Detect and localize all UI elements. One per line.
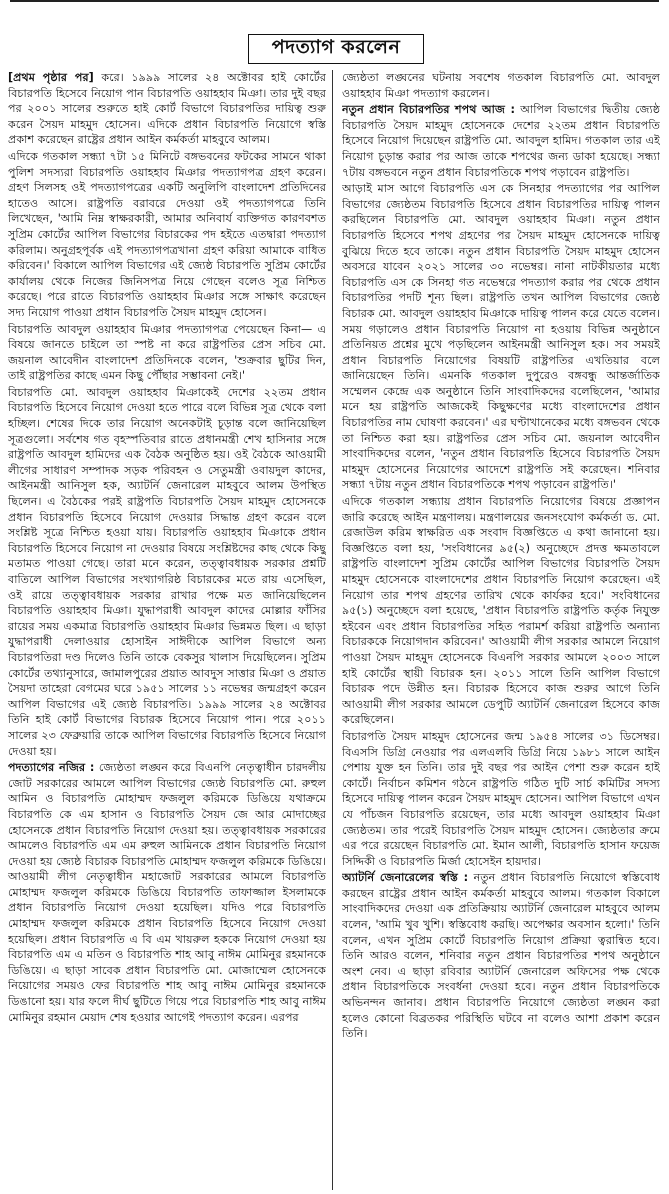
paragraph-text: নতুন প্রধান বিচারপতি নিয়োগে স্বস্তিবোধ করছেন রাষ্ট্রের প্রধান আইন কর্মকর্তা মাহবুবে আলম। গতকাল বিকালে সাংবাদিকদের দেওয়া এক প্রতিক্রিয়ায় অ্যাটর্নি জেনারেল মাহবুবে আলম বলেন, 'আমি খুব খুশি। স্বস্তিবোধ করছি। অপেক্ষার অবসান হলো।' তিনি বলেন, এখন সুপ্রিম কোর্টে বিচারপতি নিয়োগ প্রক্রিয়া ত্বরান্বিত হবে। তিনি আরও বলেন, শনিবার নতুন প্রধান বিচারপতির শপথ অনুষ্ঠানে অংশ নেব। এ ছাড়া রবিবার অ্যাটর্নি জেনারেল অফিসের পক্ষ থেকে প্রধান বিচারপতিকে সংবর্ধনা দেওয়া হবে। নতুন প্রধান বিচারপতিকে অভিনন্দন জানাব। প্রধান বিচারপতি নিয়োগে জ্যেষ্ঠতা লঙ্ঘন করা হলেও কোনো বিব্রতকর পরিস্থিতি ঘটবে না বলেও আশা প্রকাশ করেন তিনি। (342, 871, 660, 1041)
paragraph: বিচারপতি আবদুল ওয়াহহাব মিঞার পদত্যাগপত্র পেয়েছেন কিনা— এ বিষয়ে জানতে চাইলে তা স্পষ্ট না করে রাষ্ট্রপতির প্রেস সচিব মো. জয়নাল আবেদীন বাংলাদেশ প্রতিদিনকে বলেন, 'শুক্রবার ছুটির দিন, তাই রাষ্ট্রপতির কাছে এমন কিছু পৌঁছার সম্ভাবনা নেই।' (8, 322, 326, 383)
top-rule (10, 0, 659, 2)
subheading: পদত্যাগের নজির : (8, 761, 95, 775)
subheading: অ্যাটর্নি জেনারেলের স্বস্তি : (342, 871, 469, 885)
paragraph: আড়াই মাস আগে বিচারপতি এস কে সিনহার পদত্যাগের পর আপিল বিভাগের জ্যেষ্ঠতম বিচারপতি হিসেবে প্রধান বিচারপতির দায়িত্ব পালন করছিলেন বিচারপতি মো. আবদুল ওয়াহহাব মিঞা। নতুন প্রধান বিচারপতি হিসেবে শপথ গ্রহণের পর সৈয়দ মাহমুদ হোসেনকে দায়িত্ব বুঝিয়ে দিতে হবে তাকে। নতুন প্রধান বিচারপতি সৈয়দ মাহমুদ হোসেন অবসরে যাবেন ২০২১ সালের ৩০ নভেম্বর। নানা নাটকীয়তার মধ্যে বিচারপতি এস কে সিনহা গত নভেম্বরে পদত্যাগ করার পর থেকে প্রধান বিচারপতির পদটি শূন্য ছিল। রাষ্ট্রপতি তখন আপিল বিভাগের জ্যেষ্ঠ বিচারক মো. আবদুল ওয়াহহাব মিঞাকে দায়িত্ব পালন করে যেতে বলেন। সময় গড়ালেও প্রধান বিচারপতি নিয়োগ না হওয়ায় বিভিন্ন অনুষ্ঠানে প্রতিনিয়ত প্রশ্নের মুখে পড়ছিলেন আইনমন্ত্রী আনিসুল হক। সব সময়ই প্রধান বিচারপতি নিয়োগের বিষয়টি রাষ্ট্রপতির এখতিয়ার বলে জানিয়েছেন তিনি। এমনকি গতকাল দুপুরেও বঙ্গবন্ধু আন্তর্জাতিক সম্মেলন কেন্দ্রে এক অনুষ্ঠানে তিনি সাংবাদিকদের বলেছিলেন, 'আমার মনে হয় রাষ্ট্রপতি আজকেই কিছুক্ষণের মধ্যে বাংলাদেশের প্রধান বিচারপতির নাম ঘোষণা করবেন।' এর ঘণ্টাখানেকের মধ্যে বঙ্গভবন থেকে তা নিশ্চিত করা হয়। রাষ্ট্রপতির প্রেস সচিব মো. জয়নাল আবেদীন সাংবাদিকদের বলেন, 'নতুন প্রধান বিচারপতি হিসেবে বিচারপতি সৈয়দ মাহমুদ হোসেনের নিয়োগের আদেশে রাষ্ট্রপতি সই করেছেন। শনিবার সন্ধ্যা ৭টায় নতুন প্রধান বিচারপতিকে শপথ পড়াবেন রাষ্ট্রপতি।' (342, 182, 660, 492)
subheading: নতুন প্রধান বিচারপতির শপথ আজ : (342, 103, 516, 117)
paragraph: বিচারপতি সৈয়দ মাহমুদ হোসেনের জন্ম ১৯৫৪ সালের ৩১ ডিসেম্বর। বিএসসি ডিগ্রি নেওয়ার পর এলএলবি ডিগ্রি নিয়ে ১৯৮১ সালে আইন পেশায় যুক্ত হন তিনি। তার দুই বছর পর আইন পেশা শুরু করেন হাই কোর্টে। নির্বাচন কমিশন গঠনে রাষ্ট্রপতি গঠিত দুটি সার্চ কমিটির সদস্য হিসেবে দায়িত্ব পালন করেন সৈয়দ মাহমুদ হোসেন। আপিল বিভাগে এখন যে পাঁচজন বিচারপতি রয়েছেন, তার মধ্যে আবদুল ওয়াহহাব মিঞা জ্যেষ্ঠতম। তার পরেই বিচারপতি সৈয়দ মাহমুদ হোসেন। জ্যেষ্ঠতার ক্রমে এর পরে রয়েছেন বিচারপতি মো. ইমান আলী, বিচারপতি হাসান ফয়েজ সিদ্দিকী ও বিচারপতি মির্জা হোসেইন হায়দার। (342, 729, 660, 868)
continuation-marker: [প্রথম পৃষ্ঠার পর] (8, 71, 94, 84)
left-column (8, 70, 326, 1190)
paragraph-text: আপিল বিভাগের দ্বিতীয় জ্যেষ্ঠ বিচারপতি সৈয়দ মাহমুদ হোসেনকে দেশের ২২তম প্রধান বিচারপতি হিসেবে নিয়োগ দিয়েছেন রাষ্ট্রপতি মো. আবদুল হামিদ। গতকাল তার এই নিয়োগ চূড়ান্ত করার পর আজ তাকে শপথের জন্য ডাকা হয়েছে। সন্ধ্যা ৭টায় বঙ্গভবনে নতুন প্রধান বিচারপতিকে শপথ পড়াবেন রাষ্ট্রপতি। (342, 103, 660, 179)
paragraph: বিচারপতি মো. আবদুল ওয়াহহাব মিঞাকেই দেশের ২২তম প্রধান বিচারপতি হিসেবে নিয়োগ দেওয়া হতে পারে বলে বিভিন্ন সূত্র থেকে বলা হচ্ছিল। শেষের দিকে তার নিয়োগ অনেকটাই চূড়ান্ত বলে জানিয়েছিল সূত্রগুলো। সর্বশেষ গত বৃহস্পতিবার রাতে প্রধানমন্ত্রী শেখ হাসিনার সঙ্গে রাষ্ট্রপতি আবদুল হামিদের এক বৈঠক অনুষ্ঠিত হয়। ওই বৈঠকে আওয়ামী লীগের সাধারণ সম্পাদক সড়ক পরিবহন ও সেতুমন্ত্রী ওবায়দুল কাদের, আইনমন্ত্রী আনিসুল হক, অ্যাটর্নি জেনারেল মাহবুবে আলম উপস্থিত ছিলেন। এ বৈঠকের পরই রাষ্ট্রপতি বিচারপতি সৈয়দ মাহমুদ হোসেনকে প্রধান বিচারপতি হিসেবে নিয়োগ দেওয়ার সিদ্ধান্ত গ্রহণ করেন বলে সংশ্লিষ্ট সূত্রে নিশ্চিত হওয়া যায়। বিচারপতি ওয়াহহাব মিঞাকে প্রধান বিচারপতি হিসেবে নিয়োগ না দেওয়ার বিষয়ে সংশ্লিষ্টদের কাছ থেকে কিছু মতামত পাওয়া গেছে। তারা মনে করেন, তত্ত্বাবধায়ক সরকার প্রশ্নটি বাতিলে আপিল বিভাগের সংখ্যাগরিষ্ঠ বিচারকের মতে রায় এসেছিল, ওই রায়ে তত্ত্বাবধায়ক সরকার রাখার পক্ষে মত জানিয়েছিলেন বিচারপতি ওয়াহহাব মিঞা। যুদ্ধাপরাধী আবদুল কাদের মোল্লার ফাঁসির রায়ের সময় একমাত্র বিচারপতি ওয়াহহাব মিঞার ভিন্নমত ছিল। এ ছাড়া যুদ্ধাপরাধী দেলাওয়ার হোসাইন সাঈদীকে আপিল বিভাগে অন্য বিচারপতিরা দণ্ড দিলেও তিনি তাকে বেকসুর খালাস দিয়েছিলেন। সুপ্রিম কোর্টের তথ্যানুসারে, জামালপুরের প্রয়াত আবদুস সাত্তার মিঞা ও প্রয়াত সৈয়দা তাহেরা বেগমের ঘরে ১৯৫১ সালের ১১ নভেম্বর জন্মগ্রহণ করেন আপিল বিভাগের এই জ্যেষ্ঠ বিচারপতি। ১৯৯৯ সালের ২৪ অক্টোবর তিনি হাই কোর্ট বিভাগের বিচারক হিসেবে নিয়োগ পান। পরে ২০১১ সালের ২৩ ফেব্রুয়ারি তাকে আপিল বিভাগের বিচারপতি হিসেবে নিয়োগ দেওয়া হয়। (8, 385, 326, 758)
right-column (342, 70, 660, 1190)
headline-box (248, 34, 424, 64)
paragraph-text: জ্যেষ্ঠতা লঙ্ঘন করে বিএনপি নেতৃত্বাধীন চারদলীয় জোট সরকারের আমলে আপিল বিভাগের জ্যেষ্ঠ বিচারপতি মো. রুহুল আমিন ও বিচারপতি মোহাম্মদ ফজলুল করিমকে ডিঙিয়ে যথাক্রমে বিচারপতি কে এম হাসান ও বিচারপতি সৈয়দ জে আর মোদাচ্ছের হোসেনকে প্রধান বিচারপতি নিয়োগ দেওয়া হয়। তত্ত্বাবধায়ক সরকারের আমলেও বিচারপতি এম এম রুহুল আমিনকে প্রধান বিচারপতি নিয়োগ দেওয়া হয় জ্যেষ্ঠ বিচারক বিচারপতি মোহাম্মদ ফজলুল করিমকে ডিঙিয়ে। আওয়ামী লীগ নেতৃত্বাধীন মহাজোট সরকারের আমলে বিচারপতি মোহাম্মদ ফজলুল করিমকে ডিঙিয়ে বিচারপতি তাফাজ্জাল ইসলামকে প্রধান বিচারপতি নিয়োগ দেওয়া হয়েছিল। যদিও পরে বিচারপতি মোহাম্মদ ফজলুল করিমকে প্রধান বিচারপতি হিসেবে নিয়োগ দেওয়া হয়েছিল। প্রধান বিচারপতি এ বি এম খায়রুল হককে নিয়োগ দেওয়া হয় বিচারপতি এম এ মতিন ও বিচারপতি শাহ আবু নাঈম মোমিনুর রহমানকে ডিঙিয়ে। এ ছাড়া সাবেক প্রধান বিচারপতি মো. মোজাম্মেল হোসেনকে নিয়োগের সময়ও ফের বিচারপতি শাহ আবু নাঈম মোমিনুর রহমানকে ডিঙানো হয়। যার ফলে দীর্ঘ ছুটিতে গিয়ে পরে বিচারপতি শাহ আবু নাঈম মোমিনুর রহমান মেয়াদ শেষ হওয়ার আগেই পদত্যাগ করেন। এরপর (8, 761, 326, 1024)
paragraph: এদিকে গতকাল সন্ধ্যা ৭টা ১৫ মিনিটে বঙ্গভবনের ফটকের সামনে থাকা পুলিশ সদস্যরা বিচারপতি ওয়াহহাব মিঞার পদত্যাগপত্র গ্রহণ করেন। গ্রহণ সিলসহ ওই পদত্যাগপত্রের একটি অনুলিপি বাংলাদেশ প্রতিদিনের হাতেও আসে। রাষ্ট্রপতি বরাবরে দেওয়া ওই পদত্যাগপত্রে তিনি লিখেছেন, 'আমি নিম্ন স্বাক্ষরকারী, আমার অনিবার্য ব্যক্তিগত কারণবশত সুপ্রিম কোর্টের আপিল বিভাগের বিচারকের পদ হইতে এতদ্বারা পদত্যাগ করিলাম। অনুগ্রহপূর্বক এই পদত্যাগপত্রখানা গ্রহণ করিয়া আমাকে বাধিত করিবেন।' বিকালে আপিল বিভাগের এই জ্যেষ্ঠ বিচারপতি সুপ্রিম কোর্টের কার্যালয় থেকে নিজের জিনিসপত্র নিয়ে গেছেন বলেও সূত্র নিশ্চিত করেছে। পরে রাতে বিচারপতি ওয়াহহাব মিঞার সঙ্গে সাক্ষাৎ করেছেন সদ্য নিয়োগ পাওয়া প্রধান বিচারপতি সৈয়দ মাহমুদ হোসেন। (8, 149, 326, 319)
paragraph (8, 70, 326, 148)
paragraph (342, 102, 660, 180)
paragraph: জ্যেষ্ঠতা লঙ্ঘনের ঘটনায় সবশেষ গতকাল বিচারপতি মো. আবদুল ওয়াহহাব মিঞা পদত্যাগ করলেন। (342, 71, 660, 100)
paragraph (342, 870, 660, 1042)
paragraph: এদিকে গতকাল সন্ধ্যায় প্রধান বিচারপতি নিয়োগের বিষয়ে প্রজ্ঞাপন জারি করেছে আইন মন্ত্রণালয়। মন্ত্রণালয়ের জনসংযোগ কর্মকর্তা ড. মো. রেজাউল করিম স্বাক্ষরিত এক সংবাদ বিজ্ঞপ্তিতে এ কথা জানানো হয়। বিজ্ঞপ্তিতে বলা হয়, 'সংবিধানের ৯৫(২) অনুচ্ছেদে প্রদত্ত ক্ষমতাবলে রাষ্ট্রপতি বাংলাদেশ সুপ্রিম কোর্টের আপিল বিভাগের বিচারপতি সৈয়দ মাহমুদ হোসেনকে বাংলাদেশের প্রধান বিচারপতি নিয়োগ করেছেন। এই নিয়োগ তার শপথ গ্রহণের তারিখ থেকে কার্যকর হবে।' সংবিধানের ৯৫(১) অনুচ্ছেদে বলা হয়েছে, 'প্রধান বিচারপতি রাষ্ট্রপতি কর্তৃক নিযুক্ত হইবেন এবং প্রধান বিচারপতির সহিত পরামর্শ করিয়া রাষ্ট্রপতি অন্যান্য বিচারককে নিয়োগদান করিবেন।' আওয়ামী লীগ সরকার আমলে নিয়োগ পাওয়া সৈয়দ মাহমুদ হোসেনকে বিএনপি সরকার আমলে ২০০৩ সালে হাই কোর্টের স্থায়ী বিচারক হন। ২০১১ সালে তিনি আপিল বিভাগে বিচারক পদে উন্নীত হন। বিচারক হিসেবে কাজ শুরুর আগে তিনি আওয়ামী লীগ সরকার আমলে ডেপুটি অ্যাটর্নি জেনারেল হিসেবে কাজ করেছিলেন। (342, 495, 660, 727)
paragraph-text: করে। ১৯৯৯ সালের ২৪ অক্টোবর হাই কোর্টের বিচারপতি হিসেবে নিয়োগ পান বিচারপতি ওয়াহহাব মিঞা। তার দুই বছর পর ২০০১ সালের শুরুতে হাই কোর্ট বিভাগে বিচারপতির দায়িত্ব শুরু করেন সৈয়দ মাহমুদ হোসেন। এদিকে প্রধান বিচারপতি নিয়োগে স্বস্তি প্রকাশ করেছেন রাষ্ট্রের প্রধান আইন কর্মকর্তা মাহবুবে আলম। (8, 71, 326, 147)
column-divider (332, 70, 333, 1190)
headline: পদত্যাগ করলেন (271, 36, 401, 58)
paragraph (8, 760, 326, 1025)
